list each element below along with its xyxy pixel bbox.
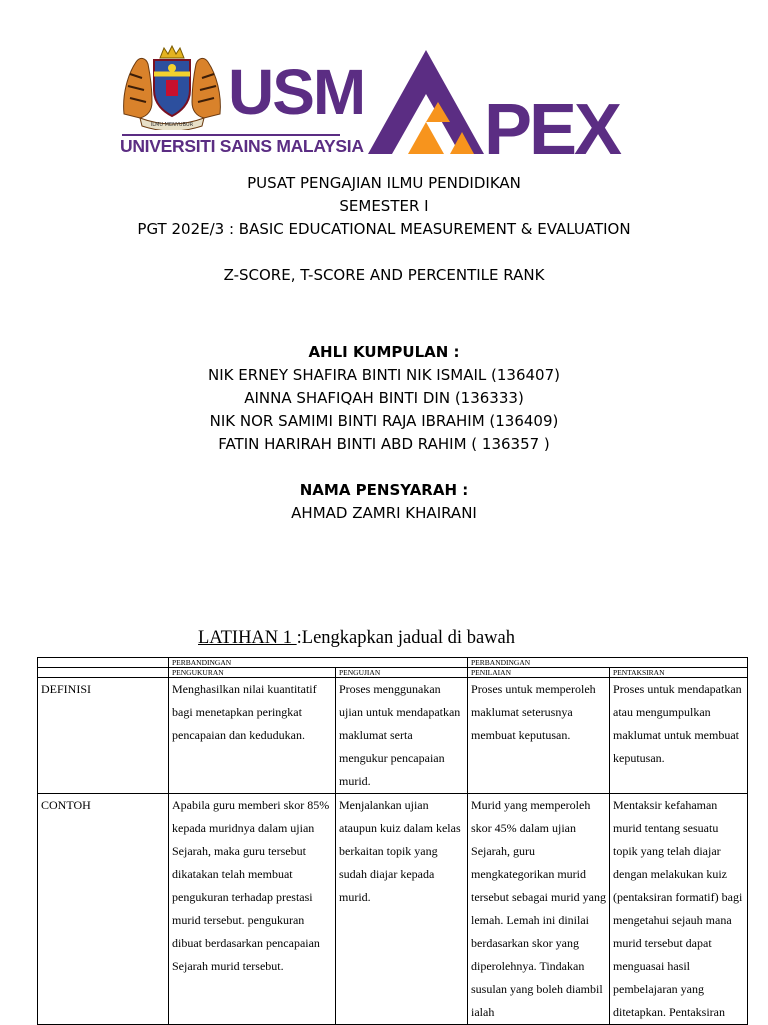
members-heading: AHLI KUMPULAN : [308, 343, 460, 361]
logo-banner [0, 0, 768, 170]
table-cell: Proses untuk memperoleh maklumat seterusnya membuat keputusan. [468, 678, 610, 794]
topic-title: Z-SCORE, T-SCORE AND PERCENTILE RANK [223, 266, 545, 284]
table-cell: Proses menggunakan ujian untuk mendapatkan maklumat serta mengukur pencapaian murid. [336, 678, 468, 794]
school-name: PUSAT PENGAJIAN ILMU PENDIDIKAN [247, 174, 521, 192]
table-cell: Murid yang memperoleh skor 45% dalam ujian Sejarah, guru mengkategorikan murid tersebut sebagai murid yang lemah. Lemah ini dinilai berdasarkan skor yang diperolehnya. Tindakan susulan yang boleh diambil ialah [468, 794, 610, 1025]
member-name: AINNA SHAFIQAH BINTI DIN (136333) [244, 389, 524, 407]
group-header: PERBANDINGAN [169, 658, 468, 668]
table-cell: Proses untuk mendapatkan atau mengumpulkan maklumat untuk membuat keputusan. [610, 678, 748, 794]
exercise-title [198, 628, 515, 649]
row-label: DEFINISI [38, 678, 169, 794]
comparison-table [37, 657, 748, 1025]
semester: SEMESTER I [339, 197, 429, 215]
member-name: NIK ERNEY SHAFIRA BINTI NIK ISMAIL (136407) [208, 366, 560, 384]
svg-text:PEX: PEX [484, 90, 620, 158]
document-header [0, 172, 768, 525]
member-name: FATIN HARIRAH BINTI ABD RAHIM ( 136357 ) [218, 435, 550, 453]
lecturer-name: AHMAD ZAMRI KHAIRANI [291, 504, 477, 522]
apex-logo [368, 50, 630, 158]
exercise-instruction: :Lengkapkan jadual di bawah [296, 628, 515, 648]
university-name: UNIVERSITI SAINS MALAYSIA [120, 136, 364, 156]
course-title: PGT 202E/3 : BASIC EDUCATIONAL MEASUREMENT & EVALUATION [137, 220, 631, 238]
table-cell: Menjalankan ujian ataupun kuiz dalam kelas berkaitan topik yang sudah diajar kepada murid. [336, 794, 468, 1025]
member-name: NIK NOR SAMIMI BINTI RAJA IBRAHIM (136409) [209, 412, 559, 430]
group-header: PERBANDINGAN [468, 658, 748, 668]
row-label: CONTOH [38, 794, 169, 1025]
table-row [38, 678, 748, 794]
column-header: PENILAIAN [468, 668, 610, 678]
exercise-number: LATIHAN 1 [198, 628, 297, 648]
column-header: PENGUJIAN [336, 668, 468, 678]
table-cell: Apabila guru memberi skor 85% kepada muridnya dalam ujian Sejarah, maka guru tersebut dikatakan telah membuat pengukuran terhadap prestasi murid tersebut. pengukuran dibuat berdasarkan pencapaian Sejarah murid tersebut. [169, 794, 336, 1025]
table-row [38, 794, 748, 1025]
usm-wordmark: USM [228, 56, 365, 128]
crest-motto: ILMU MENYUBUR [150, 122, 194, 128]
table-cell: Mentaksir kefahaman murid tentang sesuatu topik yang telah diajar dengan melakukan kuiz (pentaksiran formatif) bagi mengetahui sejauh mana murid tersebut dapat menguasai hasil pembelajaran yang ditetapkan. Pentaksiran [610, 794, 748, 1025]
column-header: PENTAKSIRAN [610, 668, 748, 678]
table-group-header-row [38, 658, 748, 668]
column-header: PENGUKURAN [169, 668, 336, 678]
table-header-row [38, 668, 748, 678]
usm-crest-logo [122, 44, 222, 130]
lecturer-heading: NAMA PENSYARAH : [299, 481, 469, 499]
table-cell: Menghasilkan nilai kuantitatif bagi menetapkan peringkat pencapaian dan kedudukan. [169, 678, 336, 794]
